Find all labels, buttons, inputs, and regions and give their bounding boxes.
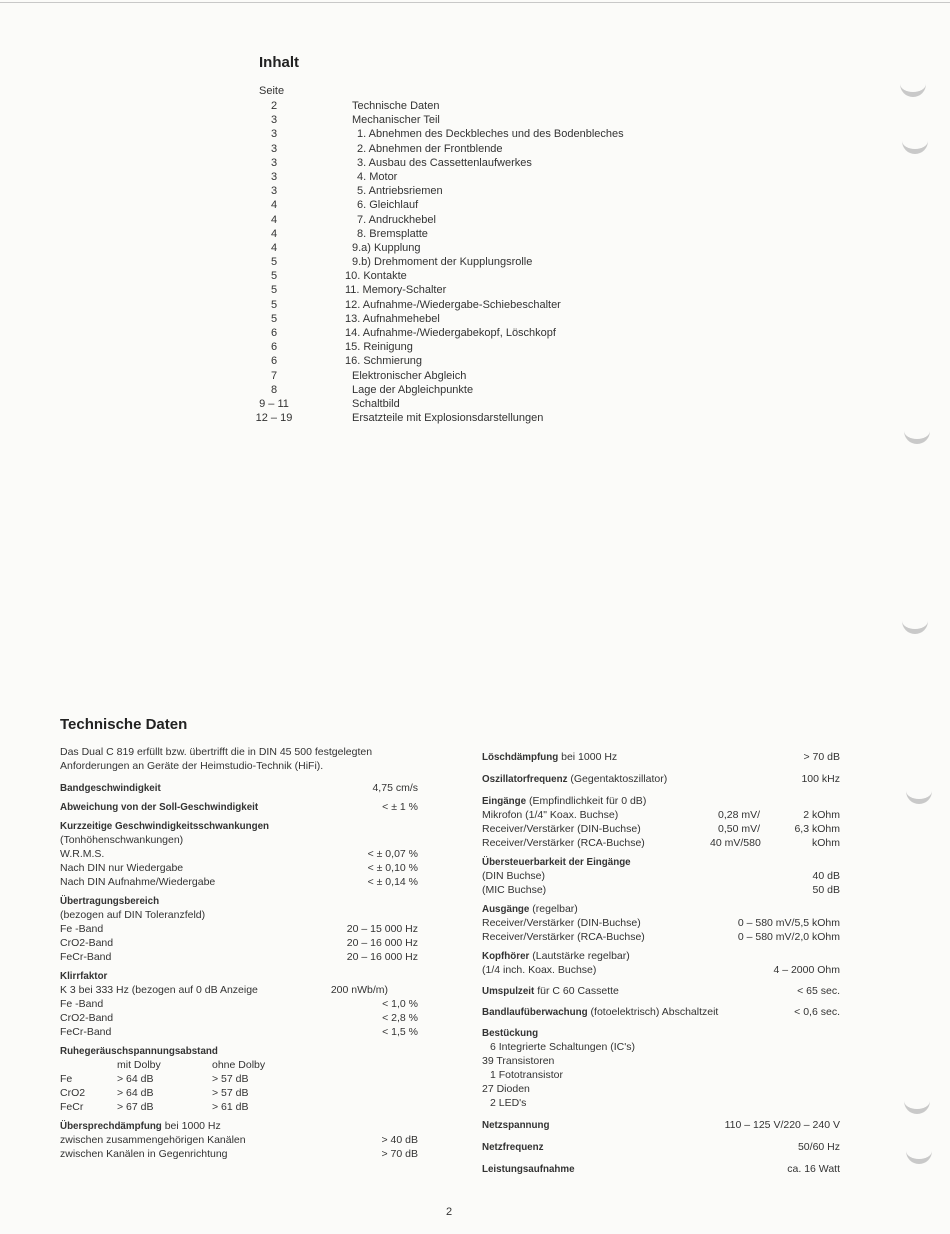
dolby-value: > 64 dB: [117, 1087, 154, 1099]
toc-title: Inhalt: [259, 54, 299, 71]
punch-hole: [902, 135, 928, 154]
toc-item: [252, 227, 652, 241]
toc-item-text: 2. Abnehmen der Frontblende: [357, 142, 503, 155]
toc-item: [252, 156, 652, 170]
spec-label: Übersprechdämpfung: [60, 1121, 162, 1132]
punch-hole: [904, 425, 930, 444]
toc-item-text: Ersatzteile mit Explosionsdarstellungen: [352, 412, 544, 425]
spec-row-value: < 1,0 %: [382, 998, 418, 1010]
toc-item-text: 5. Antriebsriemen: [357, 185, 443, 198]
spec-value: < 0,6 sec.: [794, 1006, 840, 1018]
toc-item: [252, 369, 652, 383]
spec-sub: (Tonhöhenschwankungen): [60, 834, 184, 846]
toc-item-page: 6: [270, 327, 278, 339]
toc-item-text: Lage der Abgleichpunkte: [352, 383, 474, 396]
toc-item-text: 1. Abnehmen des Deckbleches und des Bodenbleches: [357, 128, 624, 141]
spec-row-value: 0 – 580 mV/2,0 kOhm: [737, 931, 840, 943]
spec-row-label: W.R.M.S.: [60, 848, 105, 860]
toc-item: [252, 397, 652, 411]
toc-item: [252, 113, 652, 127]
toc-item-text: 10. Kontakte: [345, 270, 407, 283]
spec-value: 4 – 2000 Ohm: [773, 964, 840, 976]
spec-row-value: 20 – 16 000 Hz: [346, 951, 418, 963]
spec-row-label: CrO2-Band: [60, 1012, 114, 1024]
spec-row-label: Fe -Band: [60, 998, 104, 1010]
spec-list-item: 6 Integrierte Schaltungen (IC's): [490, 1041, 635, 1053]
spec-row-value: < ± 0,07 %: [367, 848, 418, 860]
dolby-band: CrO2: [60, 1087, 86, 1099]
spec-value: ca. 16 Watt: [787, 1163, 840, 1175]
dolby-band: Fe: [60, 1073, 73, 1085]
page-number: 2: [446, 1206, 453, 1218]
spec-row-value: > 70 dB: [381, 1148, 418, 1160]
dolby-value: > 67 dB: [117, 1101, 154, 1113]
spec-row-value: kOhm: [811, 837, 840, 849]
spec-value: 100 kHz: [801, 773, 840, 785]
spec-label: Bandlaufüberwachung: [482, 1007, 588, 1018]
spec-suffix: (Gegentaktoszillator): [570, 773, 668, 785]
punch-hole: [906, 1145, 932, 1164]
specs-right-column: [482, 750, 840, 1181]
punch-hole: [902, 615, 928, 634]
toc-item-text: 12. Aufnahme-/Wiedergabe-Schiebeschalter: [345, 298, 561, 311]
spec-suffix: bei 1000 Hz: [561, 751, 618, 763]
toc-item-page: 5: [270, 256, 278, 269]
spec-label: Kopfhörer: [482, 951, 530, 962]
spec-label: Löschdämpfung: [482, 752, 559, 763]
toc-item-text: 13. Aufnahmehebel: [345, 312, 440, 325]
toc-item: [252, 198, 652, 212]
spec-row-label: Receiver/Verstärker (RCA-Buchse): [482, 931, 645, 943]
spec-row-value: 2 kOhm: [803, 809, 840, 821]
spec-label: Netzfrequenz: [482, 1142, 544, 1153]
spec-row-label: (MIC Buchse): [482, 884, 547, 896]
toc-item-text: 15. Reinigung: [345, 341, 413, 354]
spec-label: Umspulzeit: [482, 986, 535, 997]
spec-row-label: Receiver/Verstärker (RCA-Buchse): [482, 837, 645, 849]
spec-row-label: CrO2-Band: [60, 937, 114, 949]
toc-item: [252, 241, 652, 255]
punch-hole: [906, 785, 932, 804]
spec-row-value: 20 – 15 000 Hz: [346, 923, 418, 935]
toc-item-text: Schaltbild: [352, 397, 400, 410]
toc-page-header: Seite: [259, 85, 285, 97]
spec-sub: (1/4 inch. Koax. Buchse): [482, 964, 597, 976]
spec-label: Netzspannung: [482, 1120, 550, 1131]
toc-item-page: 8: [270, 383, 278, 396]
dolby-value: > 61 dB: [212, 1101, 249, 1113]
spec-row-value: 0,50 mV/: [718, 823, 761, 835]
dolby-band: FeCr: [60, 1101, 84, 1113]
toc-item-text: Mechanischer Teil: [352, 114, 440, 127]
spec-row-label: zwischen Kanälen in Gegenrichtung: [60, 1148, 228, 1160]
spec-suffix: (Lautstärke regelbar): [532, 950, 630, 962]
spec-row-value: < ± 0,14 %: [367, 876, 418, 888]
spec-row-value: 6,3 kOhm: [794, 823, 840, 835]
spec-label: Übertragungsbereich: [60, 896, 160, 907]
toc-item-text: 3. Ausbau des Cassettenlaufwerkes: [357, 156, 532, 169]
toc-item-text: Technische Daten: [352, 100, 440, 112]
toc-item-page: 3: [270, 114, 278, 127]
spec-list-item: 39 Transistoren: [482, 1055, 555, 1067]
toc-item-text: 14. Aufnahme-/Wiedergabekopf, Löschkopf: [345, 327, 556, 339]
spec-row-value: 40 mV/580: [710, 837, 761, 849]
spec-sub-value: 200 nWb/m): [330, 984, 388, 996]
toc-item-page: 12 – 19: [255, 412, 293, 425]
scan-top-edge: [0, 2, 950, 3]
toc-item-page: 9 – 11: [259, 397, 289, 410]
dolby-value: > 64 dB: [117, 1073, 154, 1085]
toc-item-page: 6: [270, 341, 278, 354]
toc-item: [252, 213, 652, 227]
toc-item: [252, 340, 652, 354]
toc-item-page: 5: [270, 270, 278, 283]
spec-row-label: zwischen zusammengehörigen Kanälen: [60, 1134, 246, 1146]
specs-left-column: [60, 781, 418, 1166]
spec-value: < ± 1 %: [382, 801, 418, 813]
toc-item-text: 6. Gleichlauf: [357, 199, 419, 212]
toc-item-page: 4: [270, 241, 278, 254]
toc-item-page: 3: [270, 185, 278, 198]
toc-item: [252, 142, 652, 156]
spec-row-label: Receiver/Verstärker (DIN-Buchse): [482, 917, 641, 929]
toc-item: [252, 298, 652, 312]
toc-item: [252, 99, 652, 113]
spec-list-item: 27 Dioden: [482, 1083, 530, 1095]
toc-item-text: 9.a) Kupplung: [352, 241, 421, 254]
spec-suffix: (fotoelektrisch) Abschaltzeit: [590, 1006, 719, 1018]
toc-item-page: 3: [270, 156, 278, 169]
toc-item: [252, 269, 652, 283]
toc-list: [252, 99, 652, 425]
spec-row-label: FeCr-Band: [60, 1026, 112, 1038]
toc-item: [252, 127, 652, 141]
spec-row-label: Receiver/Verstärker (DIN-Buchse): [482, 823, 641, 835]
spec-label: Bestückung: [482, 1028, 539, 1039]
spec-value: > 70 dB: [803, 751, 840, 763]
toc-item-page: 4: [270, 199, 278, 212]
spec-row-value: 40 dB: [812, 870, 840, 882]
spec-row-label: Nach DIN nur Wiedergabe: [60, 862, 184, 874]
spec-row-value: > 40 dB: [381, 1134, 418, 1146]
spec-label: Oszillatorfrequenz: [482, 774, 568, 785]
punch-hole: [900, 78, 926, 97]
toc-item-text: 9.b) Drehmoment der Kupplungsrolle: [352, 256, 533, 269]
spec-row-value: < 2,8 %: [382, 1012, 418, 1024]
spec-label: Ausgänge: [482, 904, 530, 915]
spec-row-label: (DIN Buchse): [482, 870, 546, 882]
toc-item-page: 3: [270, 128, 278, 141]
toc-item-page: 6: [270, 355, 278, 368]
spec-sub: K 3 bei 333 Hz (bezogen auf 0 dB Anzeige: [60, 984, 258, 996]
dolby-col-header: mit Dolby: [117, 1059, 161, 1071]
spec-row-label: Mikrofon (1/4" Koax. Buchse): [482, 809, 619, 821]
spec-row-value: 0,28 mV/: [718, 809, 761, 821]
spec-row-value: 0 – 580 mV/5,5 kOhm: [737, 917, 840, 929]
spec-value: 110 – 125 V/220 – 240 V: [724, 1119, 840, 1131]
spec-label: Ruhegeräuschspannungsabstand: [60, 1046, 218, 1057]
spec-label: Übersteuerbarkeit der Eingänge: [482, 857, 631, 868]
toc-item: [252, 255, 652, 269]
spec-label: Bandgeschwindigkeit: [60, 783, 161, 794]
toc-item-text: 4. Motor: [357, 170, 398, 183]
toc-item-text: 7. Andruckhebel: [357, 213, 436, 226]
toc-item-page: 3: [270, 170, 278, 183]
spec-list-item: 1 Fototransistor: [490, 1069, 563, 1081]
toc-item: [252, 184, 652, 198]
spec-label: Kurzzeitige Geschwindigkeitsschwankungen: [60, 821, 270, 832]
toc-item-page: 5: [270, 312, 278, 325]
spec-value: 50/60 Hz: [797, 1141, 840, 1153]
punch-hole: [904, 1095, 930, 1114]
toc-item: [252, 383, 652, 397]
toc-item-text: 8. Bremsplatte: [357, 227, 428, 240]
spec-row-label: FeCr-Band: [60, 951, 112, 963]
section-title: Technische Daten: [60, 716, 188, 733]
toc-item-text: 11. Memory-Schalter: [345, 284, 447, 297]
spec-suffix: bei 1000 Hz: [164, 1120, 221, 1132]
spec-list-item: 2 LED's: [490, 1097, 527, 1109]
spec-row-label: Nach DIN Aufnahme/Wiedergabe: [60, 876, 216, 888]
toc-item: [252, 170, 652, 184]
toc-item: [252, 312, 652, 326]
toc-item-page: 3: [270, 142, 278, 155]
spec-label: Abweichung von der Soll-Geschwindigkeit: [60, 802, 259, 813]
spec-row-value: 50 dB: [812, 884, 840, 896]
spec-value: 4,75 cm/s: [372, 782, 418, 794]
spec-row-value: 20 – 16 000 Hz: [346, 937, 418, 949]
toc-item-page: 5: [270, 284, 278, 297]
dolby-value: > 57 dB: [212, 1073, 249, 1085]
toc-item: [252, 411, 652, 425]
toc-item: [252, 283, 652, 297]
spec-label: Eingänge: [482, 796, 527, 807]
spec-sub: (bezogen auf DIN Toleranzfeld): [60, 909, 206, 921]
spec-value: < 65 sec.: [797, 985, 840, 997]
toc-item-page: 5: [270, 298, 278, 311]
spec-suffix: (Empfindlichkeit für 0 dB): [529, 795, 647, 807]
toc-item-page: 4: [270, 213, 278, 226]
spec-suffix: für C 60 Cassette: [537, 985, 619, 997]
toc-item-page: 2: [270, 100, 278, 112]
spec-suffix: (regelbar): [532, 903, 578, 915]
spec-row-label: Fe -Band: [60, 923, 104, 935]
toc-item-page: 7: [270, 369, 278, 382]
spec-label: Klirrfaktor: [60, 971, 108, 982]
toc-item: [252, 354, 652, 368]
spec-label: Leistungsaufnahme: [482, 1164, 575, 1175]
spec-row-value: < 1,5 %: [382, 1026, 418, 1038]
toc-item-text: Elektronischer Abgleich: [352, 369, 467, 382]
dolby-col-header: ohne Dolby: [212, 1059, 266, 1071]
dolby-value: > 57 dB: [212, 1087, 249, 1099]
intro-text: Das Dual C 819 erfüllt bzw. übertrifft die in DIN 45 500 festgelegten Anforderungen an Geräte der Heimstudio-Technik (HiFi).: [60, 746, 373, 772]
toc-item: [252, 326, 652, 340]
spec-row-value: < ± 0,10 %: [367, 862, 418, 874]
toc-item-text: 16. Schmierung: [345, 355, 423, 368]
toc-item-page: 4: [270, 227, 278, 240]
